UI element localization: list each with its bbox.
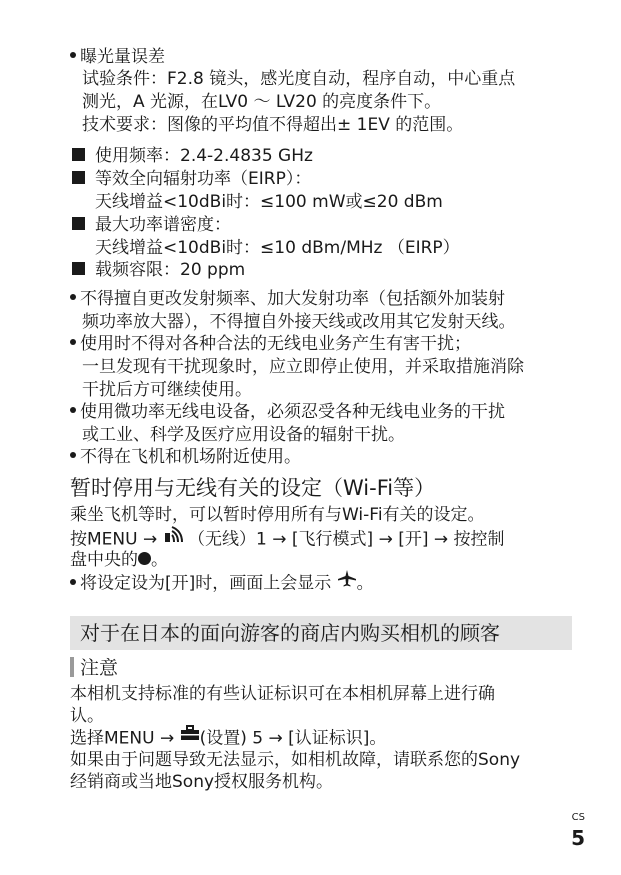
spec-text: 等效全向辐射功率（EIRP）： [95,169,312,189]
rule-text: 使用微功率无线电设备，必须忍受各种无线电业务的干扰 [80,402,505,422]
bullet [70,52,76,58]
square-bullet [72,171,85,184]
spec-item [72,259,245,282]
note-title-text: 注意 [80,657,119,679]
spec-text: 最大功率谱密度： [95,215,231,235]
note-text-3a: 选择MENU → [70,728,175,749]
bullet [70,452,76,458]
note-text-4: 如果由于问题导致无法显示，如相机故障，请联系您的Sony [70,750,521,770]
exposure-title-text: 曝光量误差 [80,47,165,67]
bullet [70,294,76,300]
wifi-text-2b: （无线）1 → [飞行模式] → [开] → 按控制 [188,529,505,550]
spec-subtext: 天线增益<10dBi时：≤100 mW或≤20 dBm [95,192,443,212]
note-text-5: 经销商或当地Sony授权服务机构。 [70,772,334,792]
rule-text-cont: 一旦发现有干扰现象时，应立即停止使用，并采取措施消除 [82,357,524,377]
rule-item [70,288,505,311]
wifi-text-3b: 。 [151,550,168,570]
note-text-3 [70,727,386,751]
bullet [70,579,76,585]
exposure-condition-2: 测光，A 光源，在LV0 ～ LV20 的亮度条件下。 [82,92,442,112]
wifi-text-3 [70,549,168,572]
rule-text: 使用时不得对各种合法的无线电业务产生有害干扰； [80,334,471,354]
language-code: CS [571,812,585,823]
wifi-text-4b: 。 [356,573,374,594]
square-bullet [72,217,85,230]
note-text-1: 本相机支持标准的有些认证标识可在本相机屏幕上进行确 [70,684,495,704]
rule-text-cont: 频功率放大器），不得擅自外接天线或改用其它发射天线。 [82,312,516,332]
banner-text: 对于在日本的面向游客的商店内购买相机的顾客 [80,621,500,645]
page-number: 5 [571,826,585,850]
note-marker [70,657,74,677]
spec-text: 载频容限：20 ppm [95,260,246,280]
rule-item [70,333,471,356]
rule-item [70,446,301,469]
square-bullet [72,262,85,275]
toolbox-icon [180,725,200,748]
spec-text: 使用频率：2.4-2.4835 GHz [95,146,313,166]
section-banner [70,616,572,650]
note-text-3b: (设置) 5 → [认证标识]。 [199,728,387,749]
airplane-icon [337,569,357,594]
rule-text-cont: 或工业、科学及医疗应用设备的辐射干扰。 [82,425,405,445]
exposure-condition-1: 试验条件：F2.8 镜头，感光度自动，程序自动，中心重点 [82,69,516,89]
center-button-icon [138,552,151,565]
rule-item [70,401,505,424]
wifi-text-4 [70,571,374,596]
spec-item [72,145,313,168]
wifi-heading: 暂时停用与无线有关的设定（Wi-Fi等） [70,476,436,500]
exposure-requirement: 技术要求：图像的平均值不得超出± 1EV 的范围。 [82,115,464,135]
rule-text: 不得擅自更改发射频率、加大发射功率（包括额外加装射 [80,289,505,309]
wifi-text-1: 乘坐飞机等时，可以暂时停用所有与Wi-Fi有关的设定。 [70,505,485,525]
wifi-text-4a: 将设定设为[开]时，画面上会显示 [80,573,332,594]
wifi-text-2a: 按MENU → [70,529,158,550]
rule-text: 不得在飞机和机场附近使用。 [80,447,301,467]
spec-subtext: 天线增益<10dBi时：≤10 dBm/MHz （EIRP） [95,238,460,258]
spec-item [72,168,311,191]
bullet [70,339,76,345]
rule-text-cont: 干扰后方可继续使用。 [82,380,252,400]
bullet [70,407,76,413]
note-text-2: 认。 [70,706,104,726]
exposure-title [70,46,165,69]
spec-item [72,214,231,237]
note-title [70,656,118,681]
wifi-text-3a: 盘中央的 [70,550,138,570]
square-bullet [72,148,85,161]
wireless-icon [163,525,183,550]
